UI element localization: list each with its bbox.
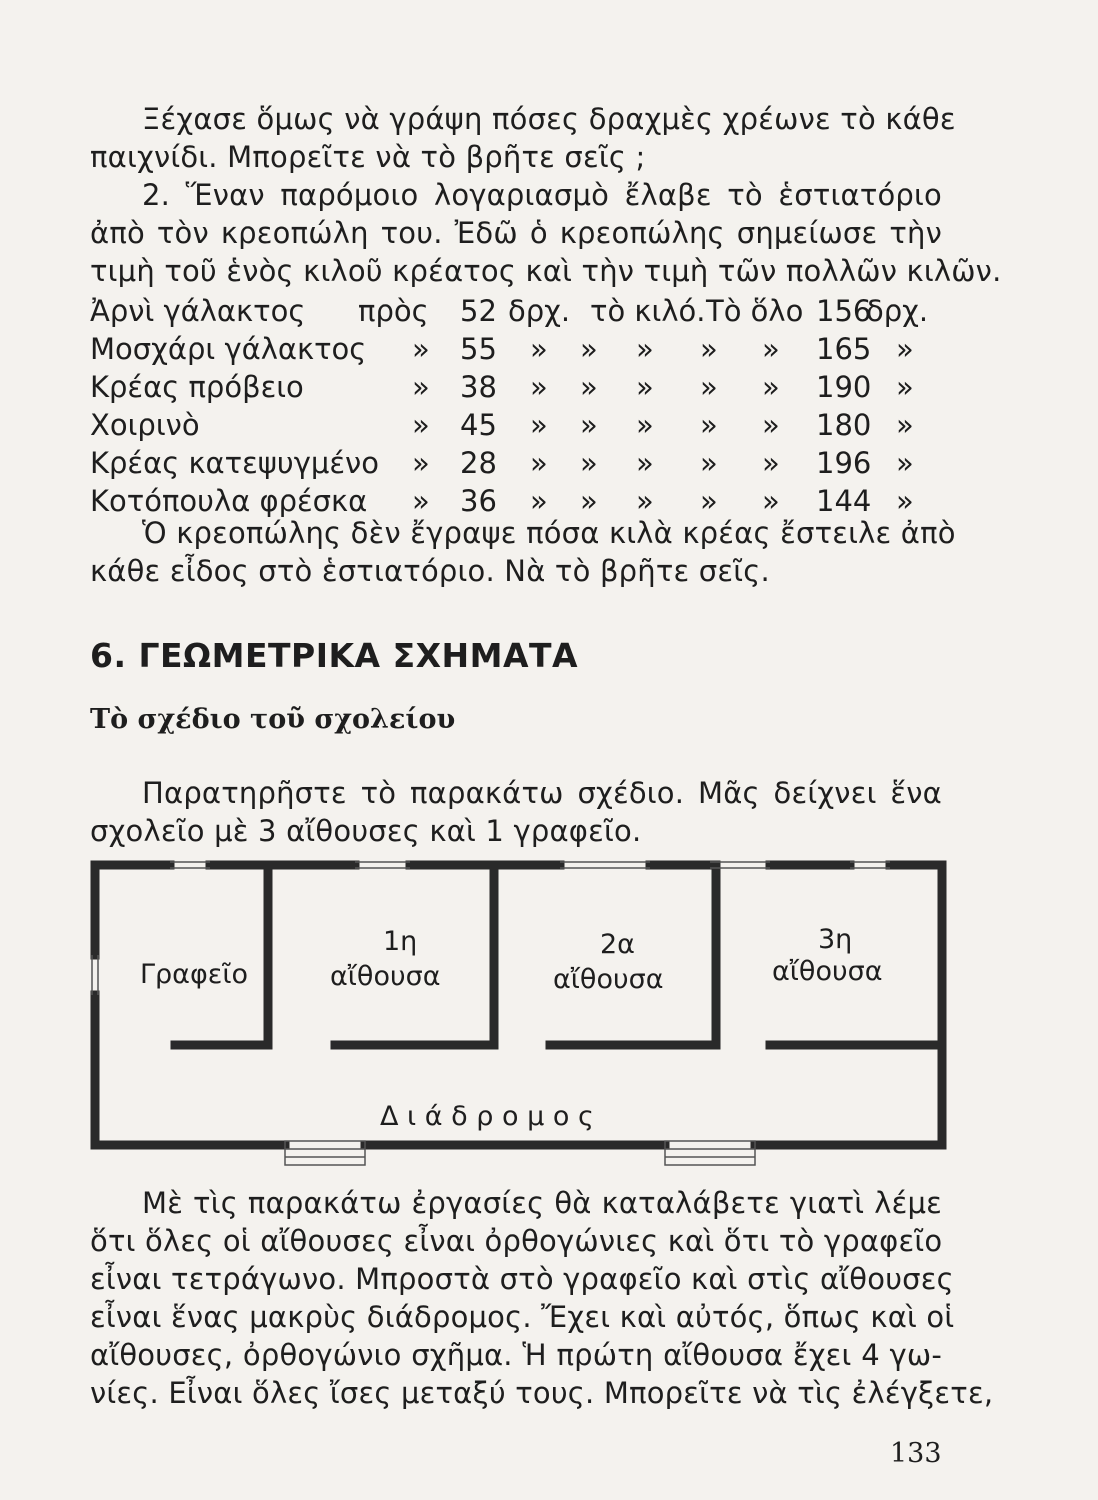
ditto-mark: » xyxy=(700,408,718,442)
ditto-mark: » xyxy=(412,332,430,366)
room2-number: 2α xyxy=(600,929,635,960)
ditto-mark: » xyxy=(896,484,914,518)
room2-label: αἴθουσα xyxy=(553,964,664,995)
ditto-mark: » xyxy=(762,484,780,518)
ditto-mark: » xyxy=(762,408,780,442)
ditto-mark: » xyxy=(636,408,654,442)
ditto-mark: » xyxy=(636,484,654,518)
text-line: ὅτι ὅλες οἱ αἴθουσες εἶναι ὀρθογώνιες καὶ ὅτι τὸ γραφεῖο xyxy=(90,1224,943,1258)
ditto-mark: » xyxy=(700,332,718,366)
ditto-mark: » xyxy=(580,408,598,442)
ditto-mark: » xyxy=(530,408,548,442)
ditto-mark: » xyxy=(580,446,598,480)
text-line: κάθε εἶδος στὸ ἑστιατόριο. Νὰ τὸ βρῆτε σεῖς. xyxy=(90,554,770,588)
ditto-mark: » xyxy=(412,408,430,442)
ditto-mark: » xyxy=(580,484,598,518)
total-price: 144 xyxy=(816,484,872,518)
item-name: Ἀρνὶ γάλακτος xyxy=(90,294,306,328)
ditto-mark: » xyxy=(530,332,548,366)
unit-price: 55 xyxy=(460,332,497,366)
pros-word: πρὸς xyxy=(358,294,429,328)
total-price: 180 xyxy=(816,408,872,442)
total-price: 156 xyxy=(816,294,872,328)
item-name: Κρέας κατεψυγμένο xyxy=(90,446,379,480)
text-line: 2. Ἕναν παρόμοιο λογαριασμὸ ἔλαβε τὸ ἑστιατόριο xyxy=(142,178,942,212)
ditto-mark: » xyxy=(636,446,654,480)
text-line: Παρατηρῆστε τὸ παρακάτω σχέδιο. Μᾶς δείχνει ἕνα xyxy=(142,776,942,810)
text-line: παιχνίδι. Μπορεῖτε νὰ τὸ βρῆτε σεῖς ; xyxy=(90,140,646,174)
page-number: 133 xyxy=(890,1438,942,1469)
item-name: Χοιρινὸ xyxy=(90,408,200,442)
ditto-mark: » xyxy=(896,332,914,366)
ditto-mark: » xyxy=(896,370,914,404)
text-line: Ξέχασε ὅμως νὰ γράψη πόσες δραχμὲς χρέωνε τὸ κάθε xyxy=(142,102,956,136)
corridor-label: Δ ι ά δ ρ ο μ ο ς xyxy=(380,1101,594,1132)
ditto-mark: » xyxy=(762,332,780,366)
text-line: Ὁ κρεοπώλης δὲν ἔγραψε πόσα κιλὰ κρέας ἔστειλε ἀπὸ xyxy=(142,516,956,550)
unit-price: 38 xyxy=(460,370,497,404)
text-line: τιμὴ τοῦ ἑνὸς κιλοῦ κρέατος καὶ τὴν τιμὴ τῶν πολλῶν κιλῶν. xyxy=(90,254,1002,288)
ditto-mark: » xyxy=(580,332,598,366)
text-line: εἶναι ἕνας μακρὺς διάδρομος. Ἔχει καὶ αὐτός, ὅπως καὶ οἱ xyxy=(90,1300,955,1334)
text-line: αἴθουσες, ὀρθογώνιο σχῆμα. Ἡ πρώτη αἴθουσα ἔχει 4 γω- xyxy=(90,1338,942,1372)
ditto-mark: » xyxy=(412,370,430,404)
per-kilo-label: τὸ κιλό. xyxy=(590,294,706,328)
ditto-mark: » xyxy=(896,446,914,480)
ditto-mark: » xyxy=(762,370,780,404)
text-line: νίες. Εἶναι ὅλες ἴσες μεταξύ τους. Μπορεῖτε νὰ τὶς ἐλέγξετε, xyxy=(90,1376,994,1410)
item-name: Μοσχάρι γάλακτος xyxy=(90,332,367,366)
room1-label: αἴθουσα xyxy=(330,961,441,992)
whole-label: Τὸ ὅλο xyxy=(706,294,804,328)
ditto-mark: » xyxy=(580,370,598,404)
total-unit-label: δρχ. xyxy=(866,294,929,328)
text-line: ἀπὸ τὸν κρεοπώλη του. Ἐδῶ ὁ κρεοπώλης σημείωσε τὴν xyxy=(90,216,942,250)
ditto-mark: » xyxy=(896,408,914,442)
ditto-mark: » xyxy=(700,446,718,480)
ditto-mark: » xyxy=(700,484,718,518)
text-line: σχολεῖο μὲ 3 αἴθουσες καὶ 1 γραφεῖο. xyxy=(90,814,642,848)
ditto-mark: » xyxy=(530,370,548,404)
unit-price: 45 xyxy=(460,408,497,442)
room3-label: αἴθουσα xyxy=(772,956,883,987)
office-label: Γραφεῖο xyxy=(140,959,249,990)
item-name: Κοτόπουλα φρέσκα xyxy=(90,484,368,518)
item-name: Κρέας πρόβειο xyxy=(90,370,304,404)
text-line: εἶναι τετράγωνο. Μπροστὰ στὸ γραφεῖο καὶ στὶς αἴθουσες xyxy=(90,1262,954,1296)
ditto-mark: » xyxy=(530,446,548,480)
ditto-mark: » xyxy=(700,370,718,404)
ditto-mark: » xyxy=(636,332,654,366)
unit-price: 36 xyxy=(460,484,497,518)
unit-price: 52 xyxy=(460,294,497,328)
room3-number: 3η xyxy=(818,924,853,955)
ditto-mark: » xyxy=(412,484,430,518)
total-price: 165 xyxy=(816,332,872,366)
section-heading: 6. ΓΕΩΜΕΤΡΙΚΑ ΣΧΗΜΑΤΑ xyxy=(90,636,579,675)
unit-price: 28 xyxy=(460,446,497,480)
ditto-mark: » xyxy=(412,446,430,480)
text-line: Μὲ τὶς παρακάτω ἐργασίες θὰ καταλάβετε γιατὶ λέμε xyxy=(142,1186,942,1220)
total-price: 190 xyxy=(816,370,872,404)
subheading: Τὸ σχέδιο τοῦ σχολείου xyxy=(90,704,456,735)
unit-label: δρχ. xyxy=(508,294,571,328)
ditto-mark: » xyxy=(530,484,548,518)
school-floor-plan xyxy=(90,855,950,1175)
room1-number: 1η xyxy=(383,926,418,957)
ditto-mark: » xyxy=(762,446,780,480)
ditto-mark: » xyxy=(636,370,654,404)
total-price: 196 xyxy=(816,446,872,480)
